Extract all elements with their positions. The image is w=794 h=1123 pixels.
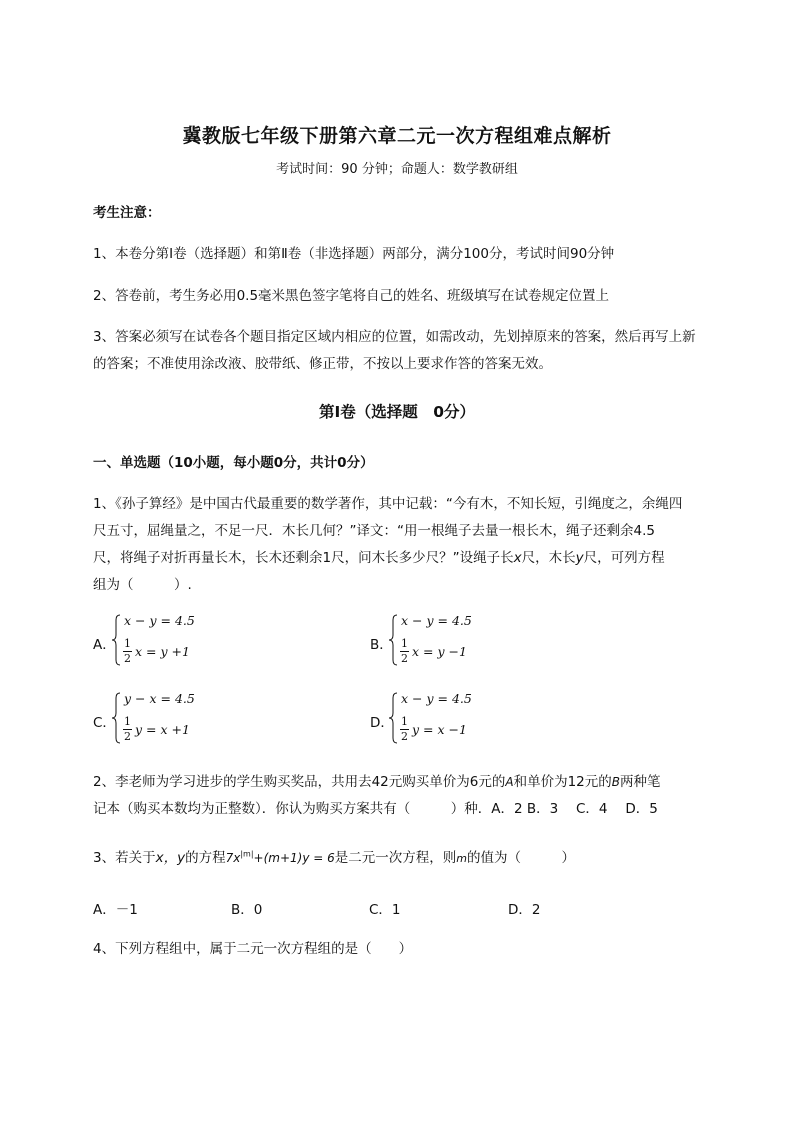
exam-info: 考试时间：90 分钟；命题人：数学教研组	[276, 162, 518, 177]
page-title: 冀教版七年级下册第六章二元一次方程组难点解析	[182, 125, 612, 147]
option-eq-2: y = x −1	[412, 722, 467, 737]
frac-num: 1	[124, 715, 131, 728]
q1-text-c: 尺，可列方程	[583, 550, 665, 566]
option-eq-2: x = y −1	[412, 644, 467, 659]
q1-text-b: 尺，木长	[521, 550, 576, 566]
q1-text-a: 尺，将绳子对折再量长木，长木还剩余1尺，问木长多少尺？”设绳子长	[93, 550, 514, 566]
frac-den: 2	[124, 652, 131, 665]
frac-num: 1	[401, 637, 408, 650]
option-eq-2: x = y +1	[135, 644, 190, 659]
q3-option-c[interactable]: C．1	[369, 902, 401, 918]
notice-item-3-cont: 的答案；不准使用涂改液、胶带纸、修正带，不按以上要求作答的答案无效。	[93, 356, 552, 372]
q2-var-b: B	[611, 775, 620, 789]
option-letter: B．	[370, 637, 393, 653]
option-letter: C．	[93, 715, 116, 731]
frac-den: 2	[401, 652, 408, 665]
section-title: 第Ⅰ卷（选择题 0分）	[318, 403, 476, 421]
q3-suffix: 是二元一次方程，则	[334, 850, 457, 866]
q3-exponent: |m|	[240, 849, 254, 859]
q2-line-1	[93, 770, 661, 790]
notice-item-3: 3、答案必须写在试卷各个题目指定区域内相应的位置，如需改动，先划掉原来的答案，然后再写上新	[93, 329, 696, 345]
option-eq-1: x − y = 4.5	[401, 691, 472, 706]
q2-text-c: 两种笔	[620, 774, 661, 790]
notice-item-1: 1、本卷分第Ⅰ卷（选择题）和第Ⅱ卷（非选择题）两部分，满分100分，考试时间90分钟	[93, 246, 615, 262]
q3-prefix: 3、若关于	[93, 850, 156, 866]
q2-var-a: A	[505, 775, 514, 789]
q1-var-x: x	[513, 550, 522, 566]
q3-var-m: m	[456, 852, 467, 865]
q3-mid: 的方程	[185, 850, 226, 866]
q1-line-1: 1、《孙子算经》是中国古代最重要的数学著作，其中记载：“今有木，不知长短，引绳度之，余绳四	[93, 496, 683, 512]
q3-stem	[93, 846, 575, 866]
part-heading: 一、单选题（10小题，每小题0分，共计0分）	[93, 455, 374, 471]
frac-num: 1	[401, 715, 408, 728]
q3-eq-b: +(m+1)y = 6	[253, 851, 335, 865]
notice-item-2: 2、答卷前，考生务必用0.5毫米黑色签字笔将自己的姓名、班级填写在试卷规定位置上	[93, 288, 610, 304]
option-eq-1: x − y = 4.5	[124, 613, 195, 628]
option-eq-1: x − y = 4.5	[401, 613, 472, 628]
q4-stem: 4、下列方程组中，属于二元一次方程组的是（ ）	[93, 941, 413, 957]
option-letter: D．	[370, 715, 394, 731]
q2-line-2: 记本（购买本数均为正整数）．你认为购买方案共有（ ）种．A．2 B．3 C．4 D．5	[93, 801, 658, 817]
frac-den: 2	[401, 730, 408, 743]
q3-option-d[interactable]: D．2	[508, 902, 541, 918]
q1-var-y: y	[575, 550, 584, 566]
option-letter: A．	[93, 637, 116, 653]
frac-den: 2	[124, 730, 131, 743]
q1-line-4: 组为（ ）.	[93, 577, 192, 593]
q3-end: 的值为（ ）	[466, 850, 575, 866]
q3-vars: x，y	[155, 850, 186, 866]
notice-heading: 考生注意：	[93, 205, 161, 221]
option-eq-2: y = x +1	[135, 722, 190, 737]
q1-line-2: 尺五寸，屈绳量之，不足一尺．木长几何？”译文：“用一根绳子去量一根长木，绳子还剩余4.5	[93, 523, 655, 539]
q3-eq-a: 7x	[225, 851, 241, 865]
q2-text-a: 2、李老师为学习进步的学生购买奖品，共用去42元购买单价为6元的	[93, 774, 506, 790]
option-eq-1: y − x = 4.5	[124, 691, 195, 706]
q3-option-b[interactable]: B．0	[231, 902, 263, 918]
frac-num: 1	[124, 637, 131, 650]
q2-text-b: 和单价为12元的	[513, 774, 612, 790]
q1-line-3	[93, 546, 665, 566]
q3-option-a[interactable]: A．－1	[93, 902, 138, 918]
